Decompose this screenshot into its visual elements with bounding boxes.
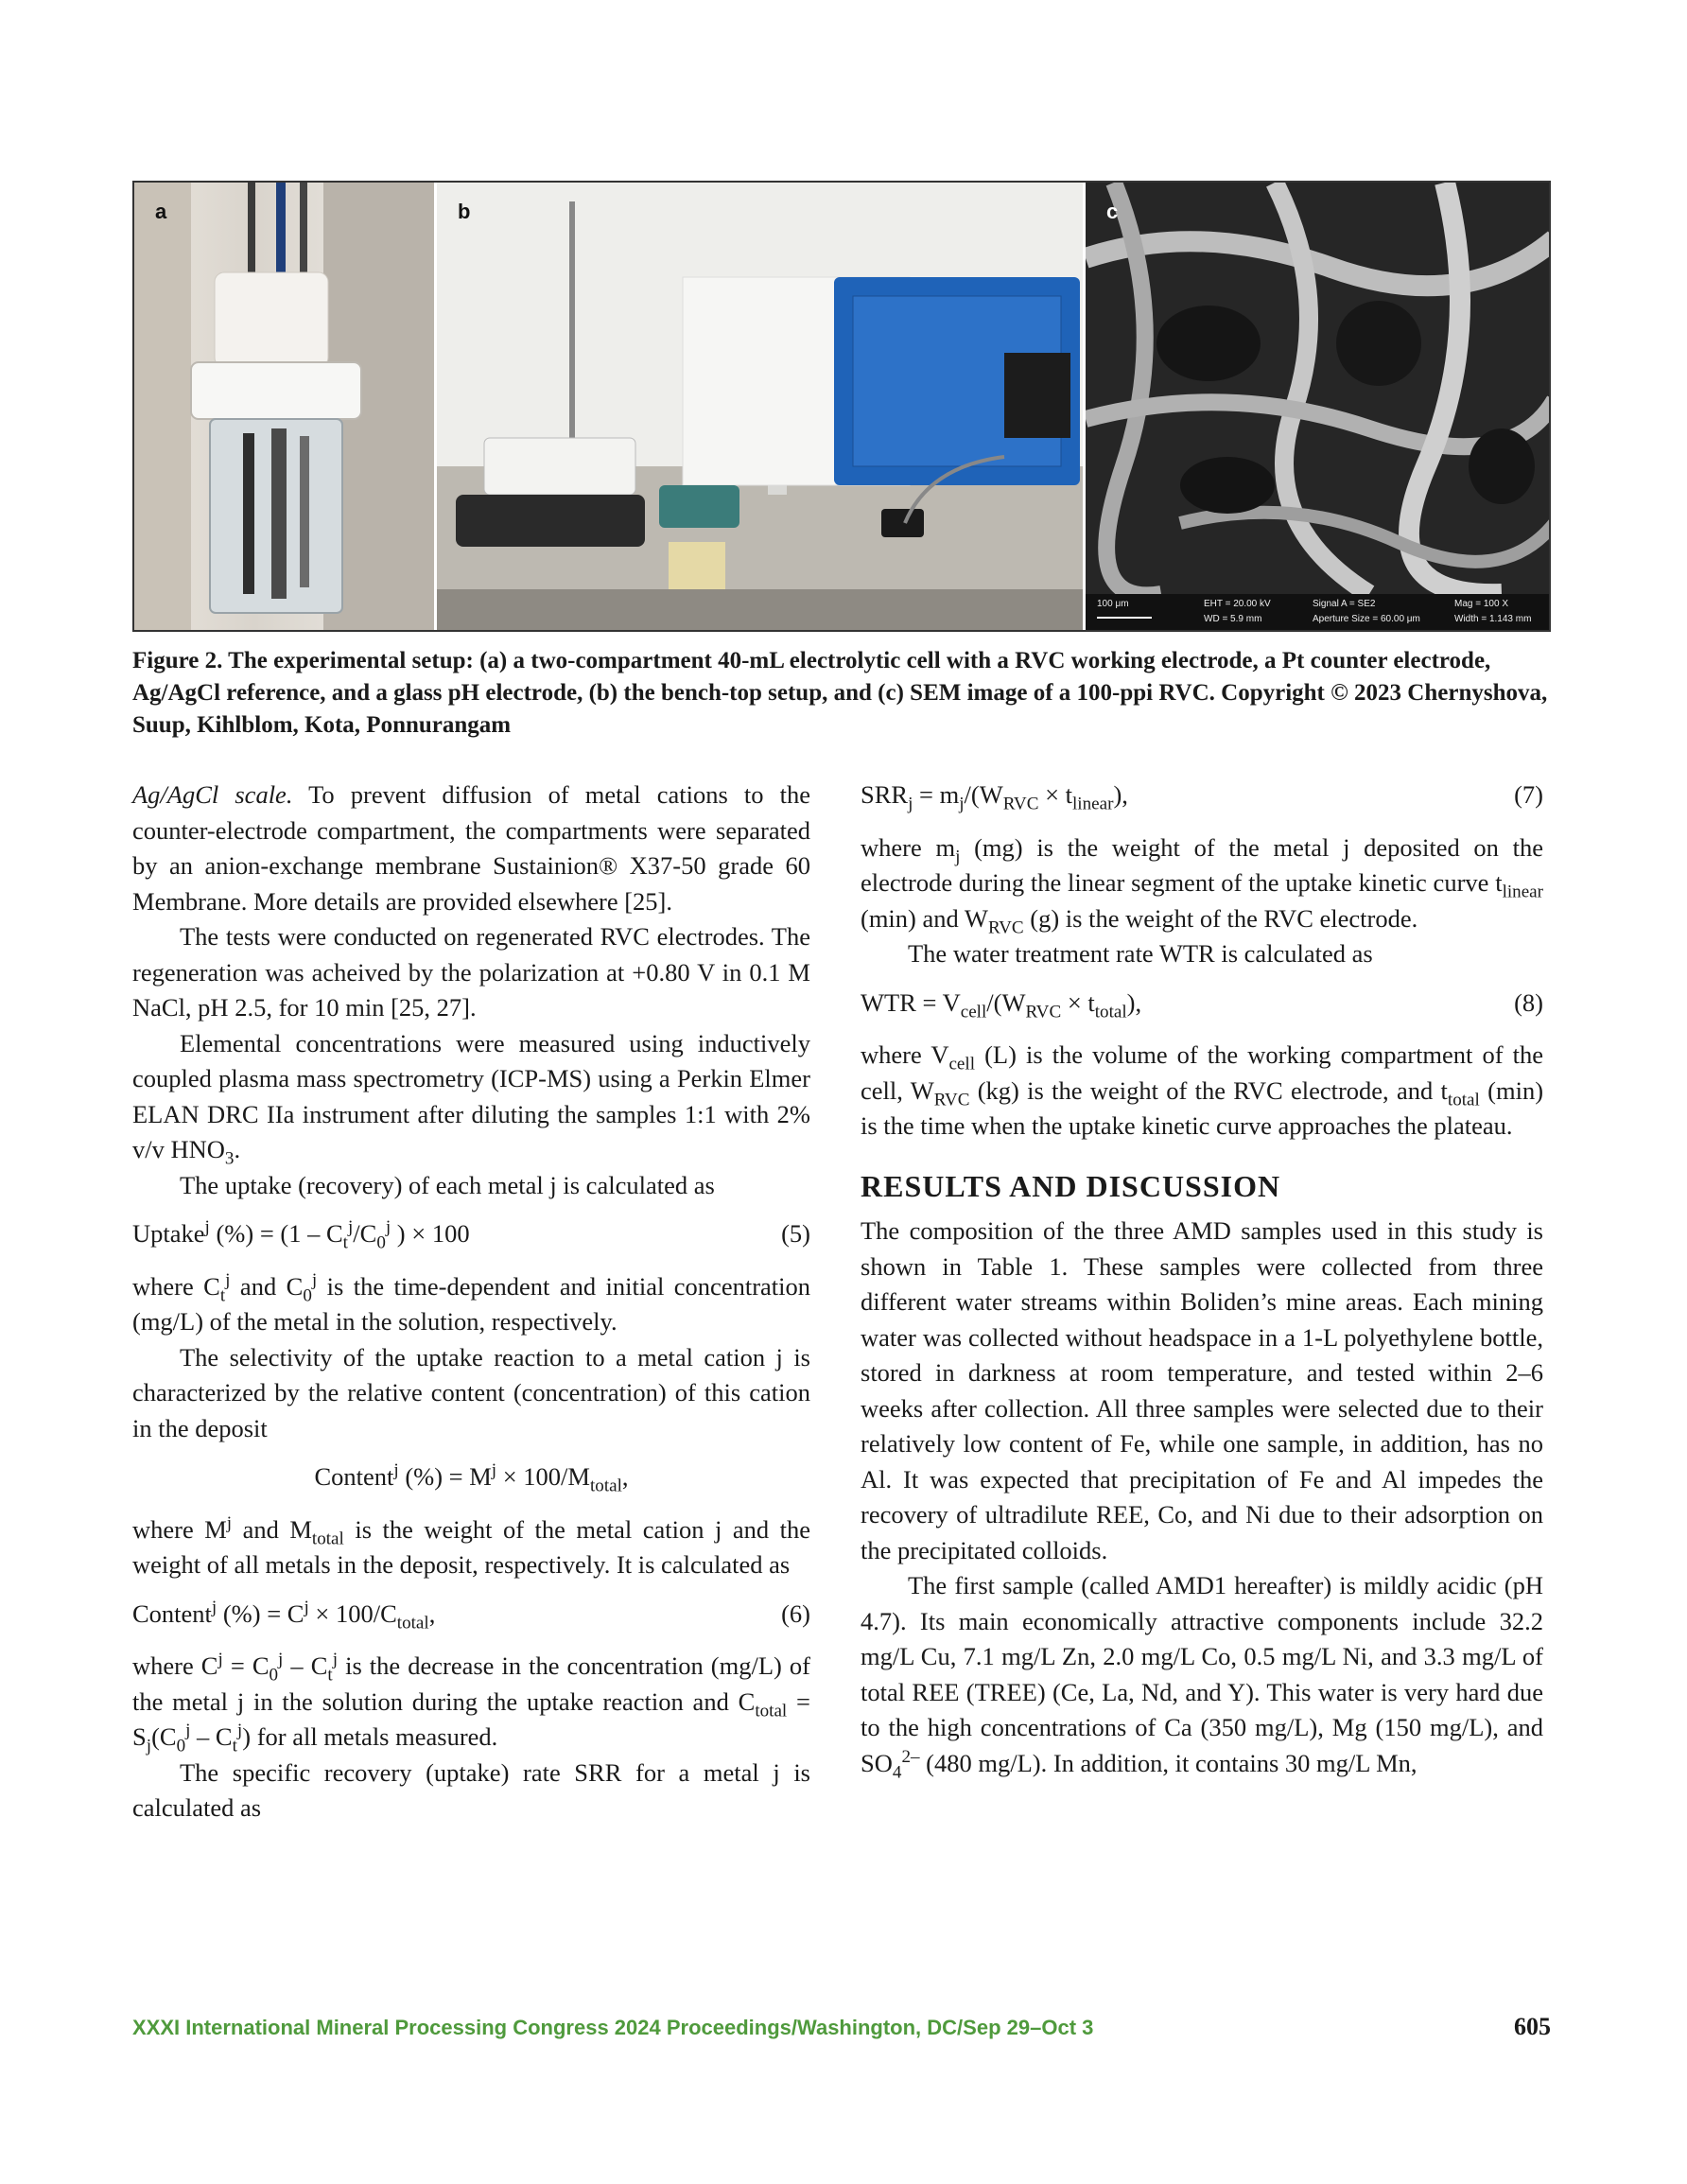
photo-electrolytic-cell — [134, 183, 437, 630]
equation-number: (8) — [1514, 987, 1543, 1017]
photo-bench-top-setup — [437, 183, 1086, 630]
sem-eht: EHT = 20.00 kV — [1204, 599, 1271, 609]
panel-label-c: c — [1106, 200, 1119, 223]
sem-signal: Signal A = SE2 — [1313, 599, 1376, 609]
cell-photo-drawing — [134, 183, 434, 630]
paragraph: where $M^j$ and $M_{total}$ is the weight of the metal cation j and the weight of all metals in the deposit, respectively. It is calculated as — [132, 1512, 811, 1579]
paragraph: where $C_t^j$ and $C_0^j$ is the time-dependent and initial concentration (mg/L) of the metal in the solution, respectively. — [132, 1269, 811, 1336]
figure-2 — [132, 181, 1551, 632]
panel-label-b: b — [458, 200, 471, 223]
equation-number: (5) — [781, 1219, 810, 1248]
equation-number: (7) — [1514, 780, 1543, 809]
equation-6: Content$^j$ (%) = $C^j \times 100/C_{total}$, (6) — [132, 1597, 810, 1633]
paragraph: The composition of the three AMD samples used in this study is shown in Table 1. These samples were collected from three different water streams within Boliden’s mine areas. Each mining water was collected without headspace in a 1-L polyethylene bottle, stored in darkness at room temperature, and tested within 2–6 weeks after collection. All three samples were selected due to their relatively low content of Fe, while one sample, in addition, has no Al. It was expected that precipitation of Fe and Al impedes the recovery of ultradilute REE, Co, and Ni due to their adsorption on the precipitated colloids. — [861, 1216, 1543, 1564]
sem-info-bar — [1086, 594, 1549, 630]
sem-scale-label: 100 μm — [1097, 599, 1129, 609]
paragraph: Elemental concentrations were measured using inductively coupled plasma mass spectrometry (ICP-MS) using a Perkin Elmer ELAN DRC IIa instrument after diluting the samples 1:1 with 2% v/v $HNO_3$. — [132, 1028, 810, 1169]
equation-7: $SRR_j = m_j/(W_{RVC} \times t_{linear})$, (7) — [861, 778, 1543, 813]
right-column — [861, 778, 1543, 1781]
page-number: 605 — [1514, 2013, 1551, 2040]
paragraph: The uptake (recovery) of each metal j is calculated as — [180, 1170, 715, 1199]
sem-aperture: Aperture Size = 60.00 μm — [1313, 614, 1420, 624]
panel-label-a: a — [155, 200, 167, 223]
footer-proceedings: XXXI International Mineral Processing Congress 2024 Proceedings/Washington, DC/Sep 29–Oct 3 — [132, 2016, 1094, 2039]
equation-number: (6) — [781, 1599, 810, 1628]
paragraph: The tests were conducted on regenerated RVC electrodes. The regeneration was acheived by the polarization at +0.80 V in 0.1 M NaCl, pH 2.5, for 10 min [25, 27]. — [132, 922, 810, 1022]
paragraph: where $V_{cell}$ (L) is the volume of the working compartment of the cell, $W_{RVC}$ (kg) is the weight of the RVC electrode, and $t_{total}$ (min) is the time when the uptake kinetic curve approaches the plateau. — [861, 1040, 1544, 1140]
left-column — [132, 778, 810, 1826]
paragraph: The first sample (called AMD1 hereafter) is mildly acidic (pH 4.7). Its main economically attractive components include 32.2 mg/L Cu, 7.1 mg/L Zn, 2.0 mg/L Co, 0.5 mg/L Ni, and 3.3 mg/L of total REE (TREE) (Ce, La, Nd, and Y). This water is very hard due to the high concentrations of Ca (350 mg/L), Mg (150 mg/L), and $SO_4^{2-}$ (480 mg/L). In addition, it contains 30 mg/L Mn, — [861, 1571, 1543, 1782]
equation-5: Uptake$^j$ (%) = ($1 - C_t^j/C_0^j$ ) × 100 (5) — [132, 1217, 810, 1253]
sem-width: Width = 1.143 mm — [1454, 614, 1532, 624]
page-footer — [132, 2013, 1551, 2041]
paragraph: The selectivity of the uptake reaction to a metal cation j is characterized by the relative content (concentration) of this cation in the deposit — [132, 1342, 810, 1442]
sem-foam-drawing — [1086, 183, 1549, 594]
sem-scale-bar — [1097, 617, 1152, 619]
equation-8: WTR = $V_{cell}/(W_{RVC} \times t_{total})$, (8) — [861, 986, 1543, 1022]
paragraph: The water treatment rate WTR is calculated as — [908, 939, 1373, 968]
section-heading: RESULTS AND DISCUSSION — [861, 1168, 1281, 1203]
sem-mag: Mag = 100 X — [1454, 599, 1508, 609]
equation-content: Content$^j$ (%) = $M^j \times 100/M_{total}$, — [314, 1460, 629, 1496]
sem-wd: WD = 5.9 mm — [1204, 614, 1262, 624]
paragraph: where $C^j = C_0^j - C_t^j$ is the decrease in the concentration (mg/L) of the metal j in the solution during the uptake reaction and $C_{total} = S_j(C_0^j - C_t^j)$ for all metals measured. — [132, 1650, 810, 1756]
paragraph: Ag/AgCl scale. To prevent diffusion of metal cations to the counter-electrode compartment, the compartments were separated by an anion-exchange membrane Sustainion® X37-50 grade 60 Membrane. More details are provided elsewhere [25]. — [132, 780, 810, 916]
figure-caption: Figure 2. The experimental setup: (a) a two-compartment 40-mL electrolytic cell with a RVC working electrode, a Pt counter electrode, Ag/AgCl reference, and a glass pH electrode, (b) the bench-top setup, and (c) SEM image of a 100-ppi RVC. Copyright © 2023 Chernyshova, Suup, Kihlblom, Kota, Ponnurangam — [132, 648, 1548, 738]
sem-image-rvc — [1086, 183, 1549, 630]
paragraph: where $m_j$ (mg) is the weight of the metal j deposited on the electrode during the linear segment of the uptake kinetic curve $t_{linear}$ (min) and $W_{RVC}$ (g) is the weight of the RVC electrode. — [861, 832, 1543, 937]
bench-photo-drawing — [437, 183, 1083, 630]
paragraph: The specific recovery (uptake) rate SRR for a metal j is calculated as — [132, 1757, 810, 1822]
